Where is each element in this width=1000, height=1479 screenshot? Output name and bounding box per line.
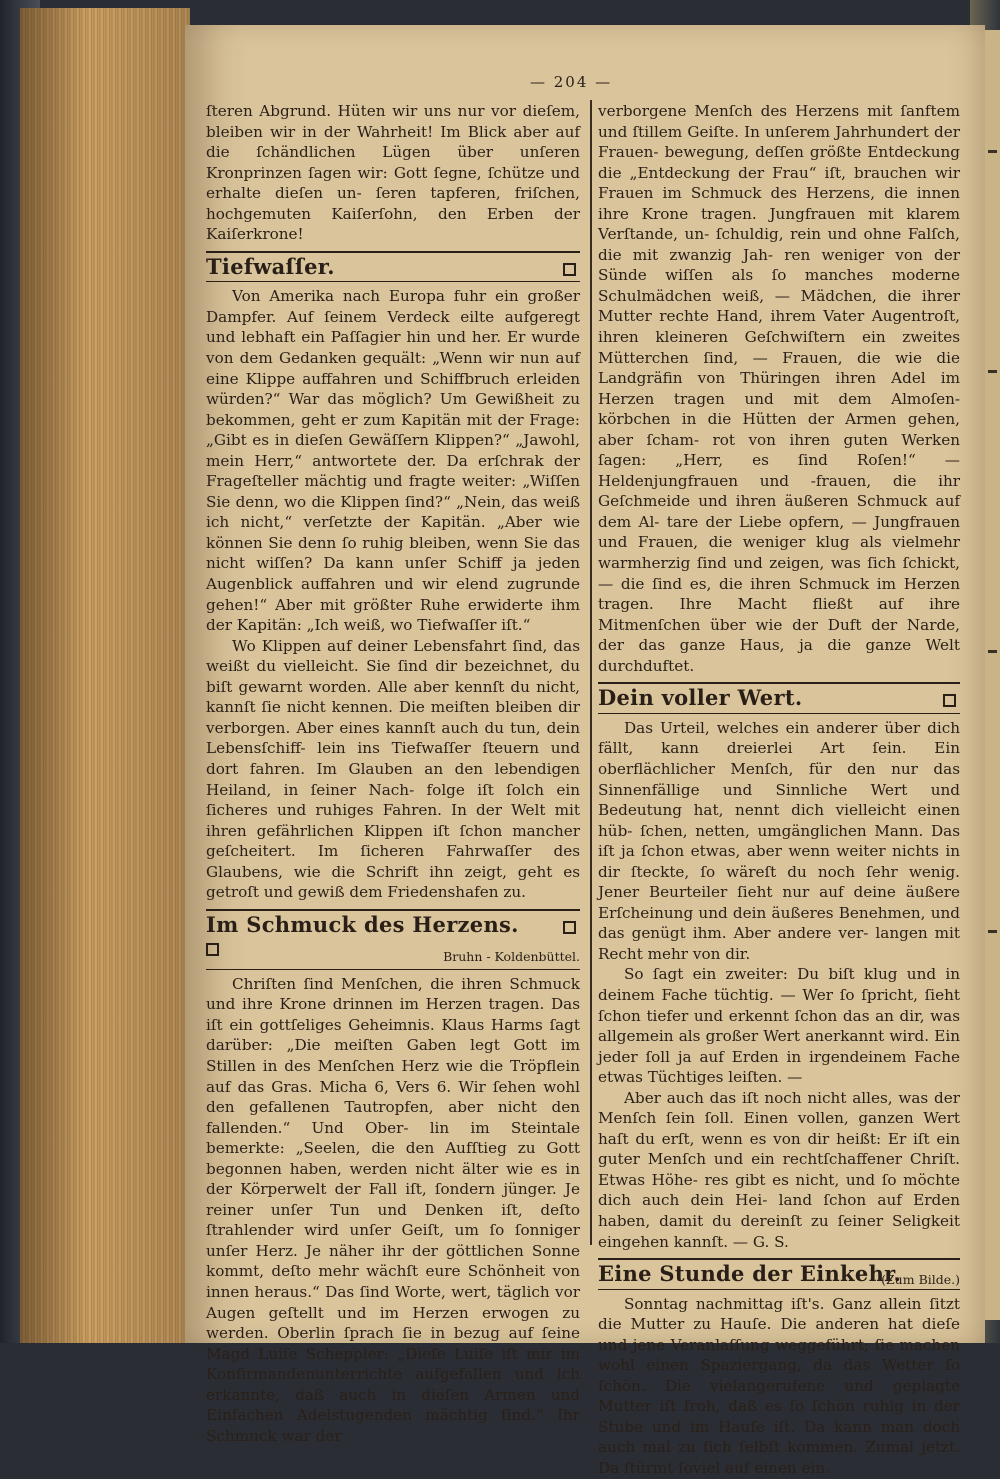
column-divider [590,100,592,1245]
paragraph: Wo Klippen auf deiner Lebensfahrt ſind, das weißt du vielleicht. Sie ſind dir bezeichnet, du biſt gewarnt worden. Alle aber kennſt du nicht, kannſt ſie nicht kennen. Die meiſten bleiben dir verborgen. Aber eines kannſt auch du tun, dein Lebensſchiff- lein ins Tiefwaſſer ſteuern und dort fahren. Im Glauben an den lebendigen Heiland, in ſeiner Nach- folge iſt ſolch ein ſicheres und ruhiges Fahren. In der Welt mit ihren gefährlichen Klippen iſt ſchon mancher geſcheitert. Im ſicheren Fahrwaſſer des Glaubens, wie die Schrift ihn zeigt, geht es getroſt und gewiß dem Friedenshafen zu. [206,636,580,902]
image-reference-note: (Zum Bilde.) [881,1272,960,1288]
strip-mark [988,930,997,933]
strip-mark [988,150,997,153]
section-title: Tiefwaſſer. [206,253,335,279]
section-heading-einkehr [598,1258,960,1290]
lead-paragraph: ſteren Abgrund. Hüten wir uns nur vor dieſem, bleiben wir in der Wahrheit! Im Blick aber auf die ſchändlichen Lügen über unſeren Kronprinzen ſagen wir: Gott ſegne, ſchütze und erhalte dieſen un- ſeren tapferen, friſchen, hochgemuten Kaiſerſohn, den Erben der Kaiſerkrone! [206,102,580,244]
left-column [206,101,580,1446]
paragraph: Das Urteil, welches ein anderer über dich fällt, kann dreierlei Art ſein. Ein oberflächlicher Menſch, für den nur das Sinnenfällige und Sinnliche Wert und Bedeutung hat, nennt dich vielleicht einen hüb- ſchen, netten, umgänglichen Mann. Das iſt ja ſchon etwas, aber wenn weiter nichts in dir ſteckte, ſo wäreſt du noch ſehr wenig. Jener Beurteiler ſieht nur auf deine äußere Erſcheinung und dein äußeres Benehmen, und das genügt ihm. Aber andere ver- langen mit Recht mehr von dir. [598,718,960,963]
section-title: Im Schmuck des Herzens. [206,911,519,937]
next-page-strip [985,30,1000,1320]
section-heading-schmuck [206,909,580,970]
ornament-square-icon [206,943,219,956]
right-column [598,101,960,1479]
paragraph: verborgene Menſch des Herzens mit ſanftem und ſtillem Geiſte. In unſerem Jahrhundert der Frauen- bewegung, deſſen größte Entdeckung die „Entdeckung der Frau“ iſt, brauchen wir Frauen im Schmuck des Herzens, die innen ihre Krone tragen. Jungfrauen mit klarem Verſtande, un- ſchuldig, rein und ohne Falſch, die mit zwanzig Jah- ren weniger von der Sünde wiſſen als ſo manches moderne Schulmädchen weiß, — Mädchen, die ihrer Mutter rechte Hand, ihrem Vater Augentroſt, ihren kleineren Geſchwiſtern ein zweites Mütterchen ſind, — Frauen, die wie die Landgräfin von Thüringen ihren Adel im Herzen tragen und mit dem Almoſen- körbchen in die Hütten der Armen gehen, aber ſcham- rot von ihren guten Werken ſagen: „Herr, es ſind Roſen!“ — Heldenjungfrauen und -frauen, die ihr Geſchmeide und ihren äußeren Schmuck auf dem Al- tare der Liebe opfern, — Jungfrauen und Frauen, die weniger klug als vielmehr warmherzig ſind und zeigen, was ſich ſchickt, — die ſind es, die ihren Schmuck im Herzen tragen. Ihre Macht fließt auf ihre Mitmenſchen über wie der Duft der Narde, der das ganze Haus, ja die ganze Welt durchduftet. [598,102,960,675]
section-heading-wert [598,682,960,714]
page-edges-shadow [20,8,190,1343]
paragraph: Chriſten ſind Menſchen, die ihren Schmuck und ihre Krone drinnen im Herzen tragen. Das iſt ein gottſeliges Geheimnis. Klaus Harms ſagt darüber: „Die meiſten Gaben legt Gott im Stillen in des Menſchen Herz wie die Tröpflein auf das Gras. Micha 6, Vers 6. Wir ſehen wohl den gefallenen Tautropfen, aber nicht den fallenden.“ Und Ober- lin im Steintale bemerkte: „Seelen, die den Aufſtieg zu Gott begonnen haben, werden nicht älter wie es in der Körperwelt der Fall iſt, ſondern jünger. Je reiner unſer Tun und Denken iſt, deſto ſtrahlender wird unſer Geiſt, um ſo ſonniger unſer Herz. Je näher ihr der göttlichen Sonne kommt, deſto mehr wächſt eure Schönheit von innen heraus.“ Das ſind Worte, wert, täglich vor Augen geſtellt und im Herzen erwogen zu werden. Oberlin ſprach ſie in bezug auf ſeine Magd Luiſe Scheppler: „Dieſe Luiſe iſt mir im Konfirmandenunterrichte aufgefallen und ich erkannte, daß auch in dieſen Armen und Einfachen Adelstugenden mächtig ſind.“ Ihr Schmuck war der [206,974,580,1445]
section-title: Dein voller Wert. [598,685,803,711]
strip-mark [988,650,997,653]
paragraph: Aber auch das iſt noch nicht alles, was der Menſch ſein ſoll. Einen vollen, ganzen Wert haſt du erſt, wenn es von dir heißt: Er iſt ein guter Menſch und ein rechtſchaffener Chriſt. Etwas Höhe- res gibt es nicht, und ſo möchte dich auch dein Hei- land ſchon auf Erden haben, damit du dereinſt zu ſeiner Seligkeit eingehen kannſt. — G. S. [598,1088,960,1251]
ornament-square-icon [943,694,956,707]
strip-mark [988,370,997,373]
ornament-square-icon [563,921,576,934]
ornament-square-icon [563,263,576,276]
section-heading-tiefwasser [206,251,580,283]
page-number: — 204 — [530,73,613,91]
paragraph: Sonntag nachmittag iſt's. Ganz allein ſitzt die Mutter zu Hauſe. Die anderen hat dieſe und jene Veranlaſſung weggeführt; ſie machen wohl einen Spaziergang, da das Wetter ſo ſchön. Die vielangerufene und geplagte Mutter iſt froh, daß es ſo ſchön ruhig in der Stube und im Hauſe iſt. Da kann man doch auch mal zu ſich ſelbſt kommen. Zumal jetzt. Da ſtürmt ſoviel auf einen ein. [598,1294,960,1477]
author-byline: Bruhn - Koldenbüttel. [443,948,580,964]
section-title: Eine Stunde der Einkehr. [598,1261,902,1287]
paragraph: Von Amerika nach Europa fuhr ein großer Dampfer. Auf ſeinem Verdeck eilte aufgeregt und lebhaft ein Paſſagier hin und her. Er wurde von dem Gedanken gequält: „Wenn wir nun auf eine Klippe auffahren und Schiffbruch erleiden würden?“ War das möglich? Um Gewißheit zu bekommen, geht er zum Kapitän mit der Frage: „Gibt es in dieſen Gewäſſern Klippen?“ „Jawohl, mein Herr,“ antwortete der. Da erſchrak der Frageſteller mächtig und fragte weiter: „Wiſſen Sie denn, wo die Klippen ſind?“ „Nein, das weiß ich nicht,“ verſetzte der Kapitän. „Aber wie können Sie denn ſo ruhig bleiben, wenn Sie das nicht wiſſen? Da kann unſer Schiff ja jeden Augenblick auffahren und wir elend zugrunde gehen!“ Aber mit größter Ruhe erwiderte ihm der Kapitän: „Ich weiß, wo Tiefwaſſer iſt.“ [206,287,580,635]
paragraph: So ſagt ein zweiter: Du biſt klug und in deinem Fache tüchtig. — Wer ſo ſpricht, ſieht ſchon tiefer und erkennt ſchon das an dir, was allgemein als großer Wert anerkannt wird. Ein jeder ſoll ja auf Erden in irgendeinem Fache etwas Tüchtiges leiſten. — [598,965,960,1087]
